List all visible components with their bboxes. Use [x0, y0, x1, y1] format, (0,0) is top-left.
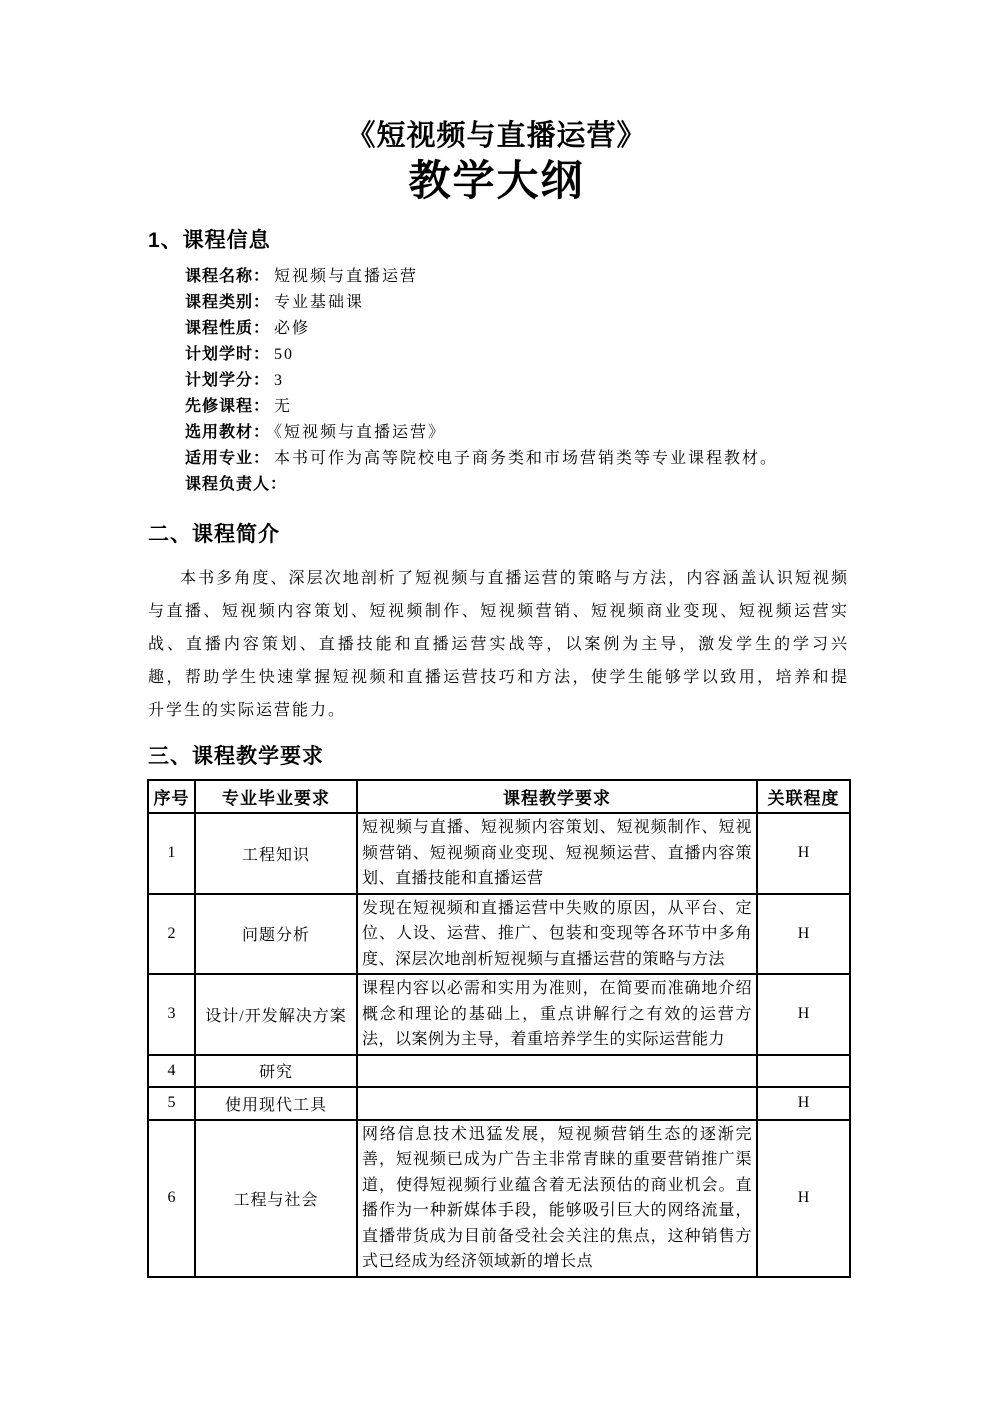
- info-value: 本书可作为高等院校电子商务类和市场营销类等专业课程教材。: [274, 450, 779, 467]
- info-row-planned-hours: [185, 342, 865, 368]
- header-cell-no: 序号: [148, 780, 195, 813]
- cell-graduation-requirement: 工程与社会: [195, 1120, 357, 1277]
- cell-relation: H: [757, 1087, 850, 1120]
- cell-relation: H: [757, 894, 850, 975]
- section2-heading: 二、课程简介: [148, 523, 280, 546]
- doc-title: 《短视频与直播运营》: [346, 120, 647, 152]
- cell-graduation-requirement: 工程知识: [195, 813, 357, 894]
- cell-teaching-requirement: [357, 1055, 757, 1087]
- info-row-prerequisites: [185, 394, 865, 420]
- info-row-course-name: [185, 264, 865, 290]
- info-value: [287, 476, 291, 493]
- document-title-block: [0, 116, 993, 204]
- info-label: 课程负责人：: [185, 476, 288, 493]
- cell-teaching-requirement: 短视频与直播、短视频内容策划、短视频制作、短视频营销、短视频商业变现、短视频运营、直播内容策划、直播技能和直播运营: [357, 813, 757, 894]
- info-row-textbook: [185, 420, 865, 446]
- header-cell-graduation-requirement: 专业毕业要求: [195, 780, 357, 813]
- table-row: [148, 813, 850, 894]
- table-row: [148, 1055, 850, 1087]
- cell-teaching-requirement: 网络信息技术迅猛发展，短视频营销生态的逐渐完善，短视频已成为广告主非常青睐的重要营销推广渠道，使得短视频行业蕴含着无法预估的商业机会。直播作为一种新媒体手段，能够吸引巨大的网络流量，直播带货成为目前备受社会关注的焦点，这种销售方式已经成为经济领域新的增长点: [357, 1120, 757, 1277]
- cell-graduation-requirement: 问题分析: [195, 894, 357, 975]
- course-info-list: [185, 264, 865, 498]
- info-value: 50: [274, 346, 295, 363]
- cell-no: 1: [148, 813, 195, 894]
- cell-graduation-requirement: 使用现代工具: [195, 1087, 357, 1120]
- course-intro-paragraph: 本书多角度、深层次地剖析了短视频与直播运营的策略与方法，内容涵盖认识短视频与直播、短视频内容策划、短视频制作、短视频营销、短视频商业变现、短视频运营实战、直播内容策划、直播技能和直播运营实战等，以案例为主导，激发学生的学习兴趣，帮助学生快速掌握短视频和直播运营技巧和方法，使学生能够学以致用，培养和提升学生的实际运营能力。: [148, 570, 849, 719]
- info-row-course-leader: [185, 472, 865, 498]
- cell-graduation-requirement: 研究: [195, 1055, 357, 1087]
- cell-relation: H: [757, 813, 850, 894]
- header-cell-teaching-requirement: 课程教学要求: [357, 780, 757, 813]
- info-label: 选用教材：: [185, 424, 271, 441]
- info-row-planned-credits: [185, 368, 865, 394]
- info-value: 3: [274, 372, 285, 389]
- info-value: 《短视频与直播运营》: [274, 424, 447, 441]
- table-row: [148, 1120, 850, 1277]
- cell-no: 2: [148, 894, 195, 975]
- section3-heading: 三、课程教学要求: [148, 745, 324, 768]
- section1-heading: 1、课程信息: [148, 229, 271, 252]
- info-value: 必修: [274, 320, 311, 337]
- cell-relation: [757, 1055, 850, 1087]
- table-row: [148, 894, 850, 975]
- info-row-course-nature: [185, 316, 865, 342]
- info-label: 计划学分：: [185, 372, 271, 389]
- info-label: 课程类别：: [185, 294, 271, 311]
- requirements-table: [147, 779, 851, 1278]
- cell-teaching-requirement: 课程内容以必需和实用为准则，在简要而准确地介绍概念和理论的基础上，重点讲解行之有效的运营方法，以案例为主导，着重培养学生的实际运营能力: [357, 974, 757, 1055]
- doc-subtitle: 教学大纲: [408, 157, 585, 204]
- cell-relation: H: [757, 1120, 850, 1277]
- cell-no: 5: [148, 1087, 195, 1120]
- info-label: 先修课程：: [185, 398, 271, 415]
- info-label: 计划学时：: [185, 346, 271, 363]
- cell-no: 4: [148, 1055, 195, 1087]
- info-label: 课程名称：: [185, 268, 271, 285]
- info-label: 课程性质：: [185, 320, 271, 337]
- table-row: [148, 1087, 850, 1120]
- cell-no: 3: [148, 974, 195, 1055]
- cell-relation: H: [757, 974, 850, 1055]
- table-header-row: [148, 780, 850, 813]
- info-value: 专业基础课: [274, 294, 365, 311]
- cell-teaching-requirement: 发现在短视频和直播运营中失败的原因，从平台、定位、人设、运营、推广、包装和变现等各环节中多角度、深层次地剖析短视频与直播运营的策略与方法: [357, 894, 757, 975]
- header-cell-relation: 关联程度: [757, 780, 850, 813]
- cell-no: 6: [148, 1120, 195, 1277]
- info-label: 适用专业：: [185, 450, 271, 467]
- info-value: 无: [274, 398, 293, 415]
- info-value: 短视频与直播运营: [274, 268, 419, 285]
- info-row-applicable-majors: [185, 446, 865, 472]
- info-row-course-category: [185, 290, 865, 316]
- cell-teaching-requirement: [357, 1087, 757, 1120]
- cell-graduation-requirement: 设计/开发解决方案: [195, 974, 357, 1055]
- table-row: [148, 974, 850, 1055]
